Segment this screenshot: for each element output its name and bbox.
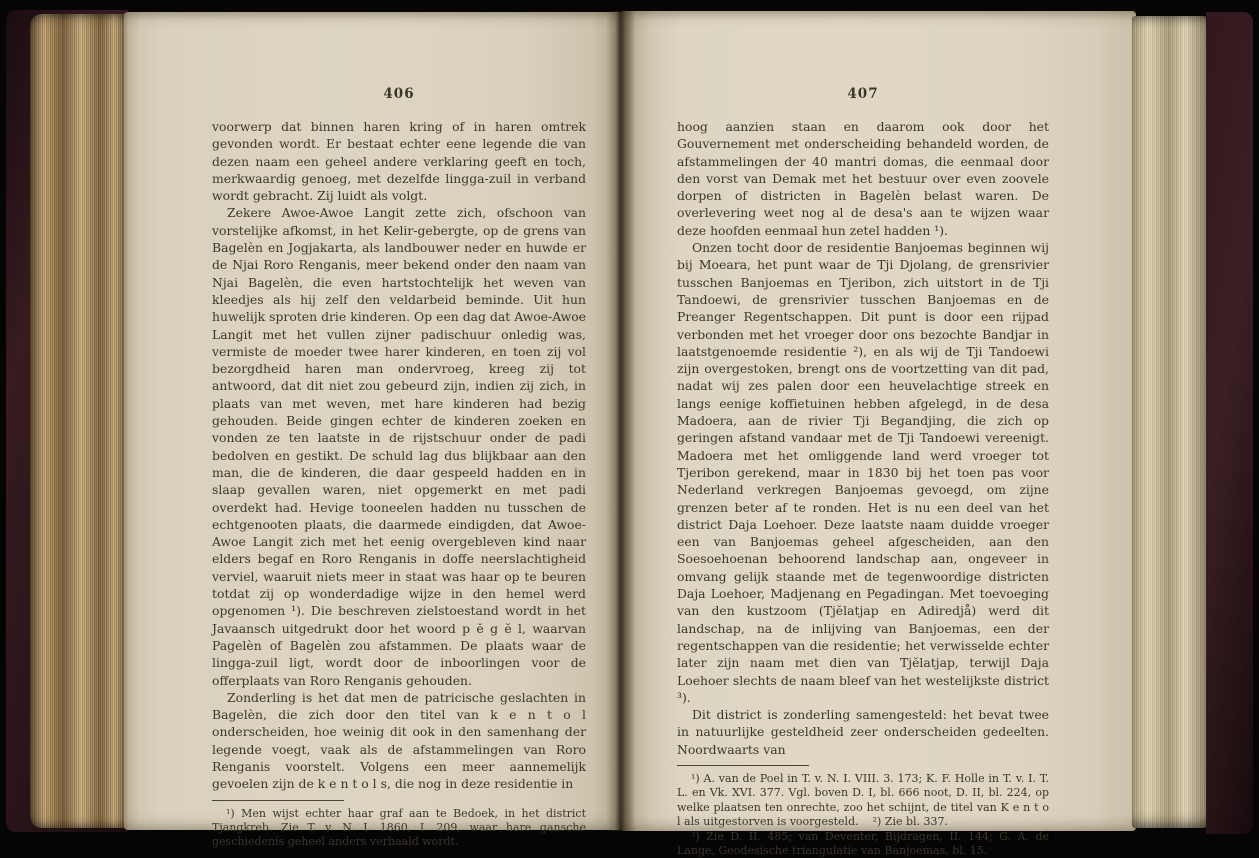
page-fore-edge-right — [1132, 16, 1214, 828]
footnote: ¹) Men wijst echter haar graf aan te Bedoek, in het district Tjangkreb. Zie T. v. N. I. 1860, I. 209, waar hare gansche geschiedenis geheel anders verhaald wordt. — [212, 806, 586, 849]
footnote: ³) Zie D. II. 485; van Deventer, Bijdragen, II. 144; G. A. de Lange, Geodesische triangulatie van Banjoemas, bl. 15. — [677, 829, 1049, 858]
paragraph: voorwerp dat binnen haren kring of in haren omtrek gevonden wordt. Er bestaat echter eene legende die van dezen naam een geheel andere verklaring geeft en toch, merkwaardig genoeg, met dezelfde lingga-zuil in verband wordt gebracht. Zij luidt als volgt. — [212, 119, 586, 204]
footnote-separator — [677, 765, 809, 766]
footnote-separator — [212, 800, 344, 801]
paragraph: hoog aanzien staan en daarom ook door het Gouvernement met onderscheiding behandeld worden, de afstammelingen der 40 mantri domas, die eenmaal door den vorst van Demak met het bestuur over even zoovele dorpen of districten in Bagelèn belast waren. De overlevering weet nog al de desa's aan te wijzen waar deze hoofden eenmaal hun zetel hadden ¹). — [677, 119, 1049, 238]
right-page-number: 407 — [847, 86, 879, 102]
paragraph: Zonderling is het dat men de patricische geslachten in Bagelèn, die zich door den titel van k e n t o l onderscheiden, hoe weinig dit ook in den samenhang der legende voegt, vaak als de afstammelingen van Roro Renganis voorstelt. Volgens een meer aannemelijk gevoelen zijn de k e n t o l s, die nog in deze residentie in — [212, 689, 586, 792]
paragraph: Onzen tocht door de residentie Banjoemas beginnen wij bij Moeara, het punt waar de Tji Djolang, de grensrivier tusschen Banjoemas en Tjeribon, zich uitstort in de Tji Tandoewi, de grensrivier tusschen Banjoemas en de Preanger Regentschappen. Dit punt is door een rijpad verbonden met het vroeger door ons bezochte Bandjar in laatstgenoemde residentie ²), en als wij de Tji Tandoewi zijn overgestoken, brengt ons de voortzetting van dit pad, nadat wij zes palen door een heuvelachtige streek en langs eenige koffietuinen hebben afgelegd, in de desa Madoera, aan de rivier Tji Begandjing, die zich op geringen afstand vandaar met de Tji Tandoewi vereenigt. Madoera met het omliggende land werd vroeger tot Tjeribon gerekend, maar in 1830 bij het toen pas voor Nederland verkregen Banjoemas gevoegd, om zijne grenzen beter af te ronden. Het is nu een deel van het district Daja Loehoer. Deze laatste naam duidde vroeger een van Banjoemas geheel afgescheiden, aan den Soesoehoenan behoorend landschap aan, ongeveer in omvang gelijk staande met de tegenwoordige districten Daja Loehoer, Madjenang en Pegadingan. Met toevoeging van den kustzoom (Tjĕlatjap en Adiredjå) werd dit landschap, na de inlijving van Banjoemas, een der regentschappen van die residentie; het verwisselde echter later zijn naam met dien van Tjĕlatjap, terwijl Daja Loehoer slechts de naam bleef van het westelijkste district ³). — [677, 240, 1049, 705]
paragraph: Dit district is zonderling samengesteld: het bevat twee in natuurlijke gesteldheid zeer onderscheiden gedeelten. Noordwaarts van — [677, 707, 1049, 757]
left-page-text — [212, 86, 586, 850]
book-cover-right — [1206, 12, 1253, 834]
right-page-text — [677, 86, 1049, 858]
page-fore-edge-left — [30, 14, 128, 828]
footnote: ¹) A. van de Poel in T. v. N. I. VIII. 3. 173; K. F. Holle in T. v. I. T. L. en Vk. XVI. 377. Vgl. boven D. I, bl. 666 noot, D. II, bl. 224, op welke plaatsen ten onrechte, zoo het schijnt, de titel van K e n t o l als uitgestorven is voorgesteld. ²) Zie bl. 337. — [677, 771, 1049, 829]
paragraph: Zekere Awoe-Awoe Langit zette zich, ofschoon van vorstelijke afkomst, in het Kelir-gebergte, op de grens van Bagelèn en Jogjakarta, als landbouwer neder en huwde er de Njai Roro Renganis, meer bekend onder den naam van Njai Bagelèn, die even hartstochtelijk het weven van kleedjes als hij zelf den veldarbeid beminde. Uit hun huwelijk sproten drie kinderen. Op een dag dat Awoe-Awoe Langit met het vullen zijner padischuur onledig was, vermiste de moeder twee harer kinderen, en toen zij vol bezorgdheid haren man ondervroeg, kreeg zij tot antwoord, dat dit niet zou gebeurd zijn, indien zij zich, in plaats van met weven, met hare kinderen had bezig gehouden. Beide gingen echter de kinderen zoeken en vonden ze ten laatste in de rijstschuur onder de padi bedolven en gestikt. De schuld lag dus blijkbaar aan den man, die de kinderen, die daar gespeeld hadden en in slaap gevallen waren, niet opgemerkt en met padi overdekt had. Hevige tooneelen hadden nu tusschen de echtgenooten plaats, die daarmede eindigden, dat Awoe-Awoe Langit zich met het eenig overgebleven kind naar elders begaf en Roro Renganis in doffe neerslachtigheid verviel, waaruit niets meer in staat was haar op te beuren totdat zij op wonderdadige wijze in den hemel werd opgenomen ¹). Die beschreven zielstoestand wordt in het Javaansch uitgedrukt door het woord p ĕ g ĕ l, waarvan Pagelèn of Bagelèn zou afstammen. De plaats waar de lingga-zuil ligt, wordt door de inboorlingen voor de offerplaats van Roro Renganis gehouden. — [212, 205, 586, 688]
left-page-number: 406 — [383, 86, 415, 102]
book-gutter — [606, 11, 636, 831]
